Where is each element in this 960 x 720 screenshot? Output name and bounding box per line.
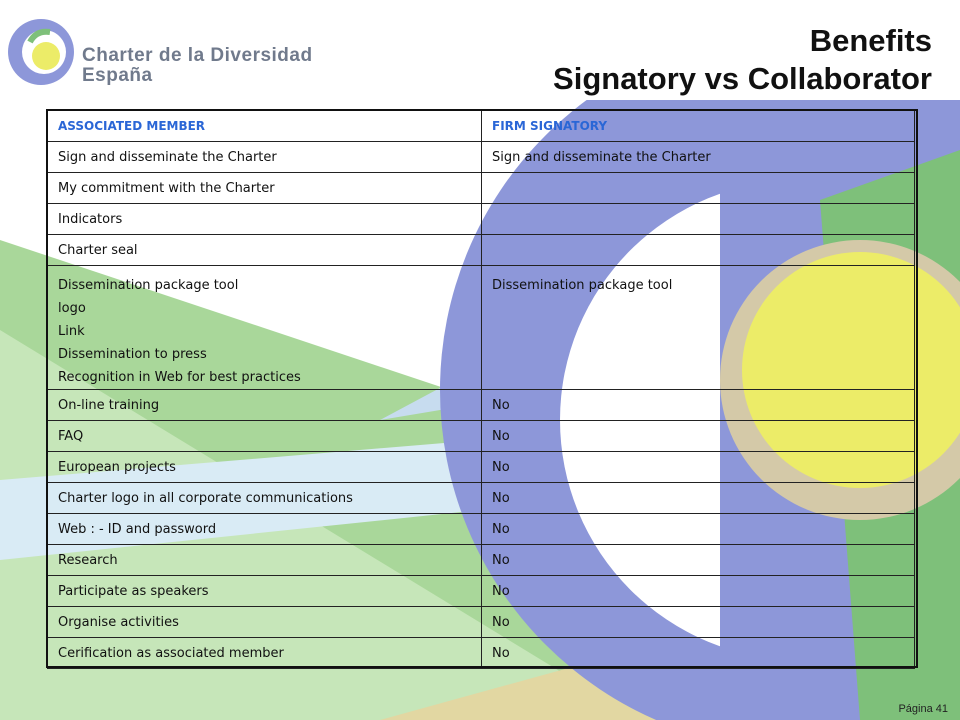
table-cell: No [482,452,915,483]
table-cell: Sign and disseminate the Charter [482,142,915,173]
table-cell: Charter seal [48,235,482,266]
header-associated-member: ASSOCIATED MEMBER [48,111,482,142]
table-cell [482,204,915,235]
logo-line-1: Charter de la Diversidad [82,45,313,66]
cell-line: Recognition in Web for best practices [58,370,301,385]
table-row [48,266,915,390]
table-cell [482,173,915,204]
table-cell: Dissemination package tool [482,266,915,390]
benefits-table [47,110,915,669]
table-cell [482,235,915,266]
table-row [48,173,915,204]
table-row [48,390,915,421]
table-row [48,607,915,638]
title-line-2: Signatory vs Collaborator [553,61,932,96]
cell-line: logo [58,301,86,316]
table-cell: On-line training [48,390,482,421]
table-row [48,421,915,452]
cell-line: Dissemination to press [58,347,207,362]
charter-logo [6,12,386,90]
table-row [48,204,915,235]
table-cell: No [482,545,915,576]
table-row [48,142,915,173]
table-cell: Cerification as associated member [48,638,482,669]
table-row [48,514,915,545]
table-cell: No [482,390,915,421]
table-header-row [48,111,915,142]
slide-title [372,22,932,98]
header-firm-signatory: FIRM SIGNATORY [482,111,915,142]
table-cell [48,266,482,390]
table-cell: No [482,421,915,452]
cell-line: Dissemination package tool [58,278,239,293]
table-cell: No [482,638,915,669]
title-line-1: Benefits [809,23,932,58]
table-cell: Sign and disseminate the Charter [48,142,482,173]
table-cell: No [482,607,915,638]
table-cell: Charter logo in all corporate communications [48,483,482,514]
table-row [48,483,915,514]
cell-line: Link [58,324,85,339]
table-cell: European projects [48,452,482,483]
table-cell: My commitment with the Charter [48,173,482,204]
page-number: Página 41 [898,703,948,715]
table-cell: No [482,483,915,514]
table-cell: FAQ [48,421,482,452]
table-cell: Web : - ID and password [48,514,482,545]
table-cell: No [482,576,915,607]
table-row [48,235,915,266]
table-row [48,638,915,669]
table-row [48,545,915,576]
logo-text [82,46,313,86]
table-cell: Participate as speakers [48,576,482,607]
charter-logo-icon [6,12,76,90]
table-cell: Research [48,545,482,576]
table-cell: No [482,514,915,545]
table-cell: Indicators [48,204,482,235]
table-row [48,576,915,607]
table-cell: Organise activities [48,607,482,638]
logo-line-2: España [82,65,153,86]
table-row [48,452,915,483]
